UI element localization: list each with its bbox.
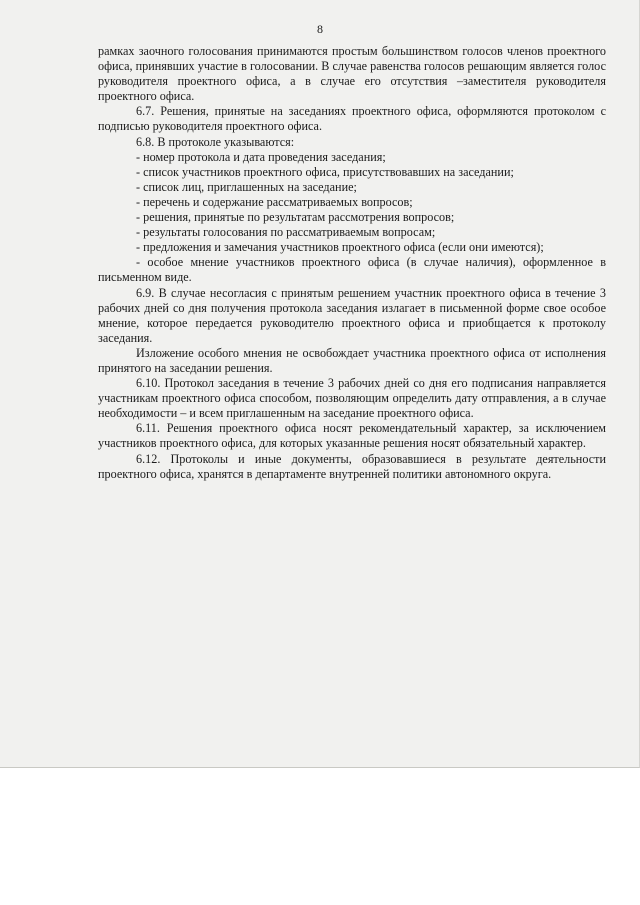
list-item: - список лиц, приглашенных на заседание; xyxy=(136,179,357,194)
list-item: - номер протокола и дата проведения заседания; xyxy=(136,149,386,164)
list-item: - список участников проектного офиса, присутствовавших на заседании; xyxy=(136,164,514,179)
paragraph-6-7: 6.7. Решения, принятые на заседаниях проектного офиса, оформляются протоколом с подписью руководителя проектного офиса. xyxy=(98,104,606,134)
list-item: - предложения и замечания участников проектного офиса (если они имеются); xyxy=(136,240,544,255)
paragraph-6-8: 6.8. В протоколе указываются: xyxy=(136,134,295,149)
paragraph-6-10: 6.10. Протокол заседания в течение 3 рабочих дней со дня его подписания направляется участникам проектного офиса способом, позволяющим определить дату отправления, а в случае необходимости – и всем приглашенным на заседание проектного офиса. xyxy=(98,376,606,421)
list-item: - решения, принятые по результатам рассмотрения вопросов; xyxy=(136,210,455,225)
paragraph-6-11: 6.11. Решения проектного офиса носят рекомендательный характер, за исключением участников проектного офиса, для которых указанные решения носят обязательный характер. xyxy=(98,421,606,451)
list-item: - особое мнение участников проектного офиса (в случае наличия), оформленное в письменном виде. xyxy=(98,255,606,285)
paragraph-6-9: 6.9. В случае несогласия с принятым решением участник проектного офиса в течение 3 рабочих дней со дня получения протокола заседания излагает в письменной форме свое особое мнение, которое передается руководителю проектного офиса и приобщается к протоколу заседания. xyxy=(98,285,606,345)
document-body xyxy=(98,44,606,482)
paragraph-dissent-note: Изложение особого мнения не освобождает участника проектного офиса от исполнения принятого на заседании решения. xyxy=(98,345,606,375)
list-item: - перечень и содержание рассматриваемых вопросов; xyxy=(136,194,413,209)
paragraph-voting-continuation: рамках заочного голосования принимаются простым большинством голосов членов проектного офиса, принявших участие в голосовании. В случае равенства голосов решающим является голос руководителя проектного офиса, а в случае его отсутствия –заместителя руководителя проектного офиса. xyxy=(98,44,606,104)
list-item: - результаты голосования по рассматриваемым вопросам; xyxy=(136,225,436,240)
paragraph-6-12: 6.12. Протоколы и иные документы, образовавшиеся в результате деятельности проектного офиса, хранятся в департаменте внутренней политики автономного округа. xyxy=(98,451,606,481)
page-number: 8 xyxy=(317,22,323,36)
